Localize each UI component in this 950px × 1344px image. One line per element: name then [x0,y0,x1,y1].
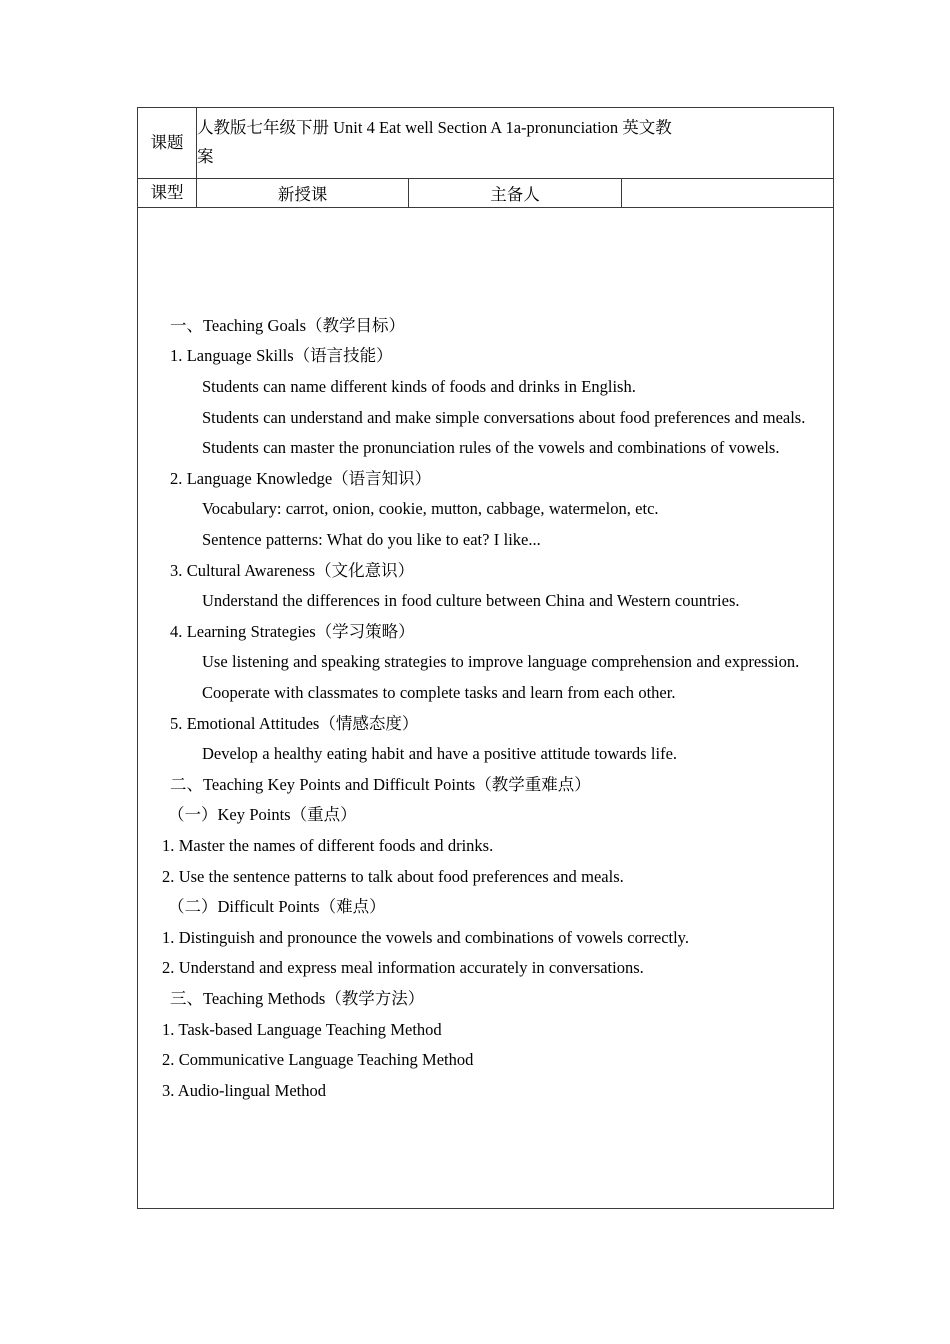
lesson-paragraph: Cooperate with classmates to complete tasks and learn from each other. [202,682,676,702]
lesson-paragraph: Students can name different kinds of foods and drinks in English. [202,376,636,396]
lesson-paragraph: （一）Key Points（重点） [168,805,357,825]
lesson-paragraph: 二、Teaching Key Points and Difficult Points（教学重难点） [170,774,591,794]
lesson-paragraph: Students can master the pronunciation rules of the vowels and combinations of vowels. [202,438,780,458]
lesson-body-cell [138,208,834,1209]
lesson-paragraph: Develop a healthy eating habit and have a positive attitude towards life. [202,744,678,764]
lesson-type-value-cell: 新授课 [197,179,409,208]
lesson-paragraph: 5. Emotional Attitudes（情感态度） [170,713,419,733]
lesson-paragraph: 1. Task-based Language Teaching Method [162,1019,442,1039]
lesson-paragraph: 一、Teaching Goals（教学目标） [170,315,406,335]
lesson-paragraph: Sentence patterns: What do you like to eat? I like... [202,529,541,549]
lesson-paragraph: 1. Master the names of different foods and drinks. [162,836,494,856]
lesson-type-label-cell: 课型 [138,179,197,208]
topic-label-cell: 课题 [138,108,197,179]
lesson-body-content [138,310,833,1106]
lesson-paragraph: 2. Communicative Language Teaching Method [162,1050,474,1070]
lesson-paragraph: 2. Language Knowledge（语言知识） [170,468,432,488]
lesson-paragraph: Students can understand and make simple conversations about food preferences and meals. [202,407,806,427]
lesson-paragraph: 3. Cultural Awareness（文化意识） [170,560,415,580]
table-row-body [138,208,834,1209]
lesson-paragraph: 3. Audio-lingual Method [162,1080,327,1100]
lesson-paragraph: 1. Language Skills（语言技能） [170,346,393,366]
lesson-paragraph: 2. Understand and express meal information accurately in conversations. [162,958,644,978]
lesson-paragraph: 1. Distinguish and pronounce the vowels and combinations of vowels correctly. [162,927,689,947]
lesson-plan-table [137,107,834,1209]
topic-value-line-1: 人教版七年级下册 Unit 4 Eat well Section A 1a-pronunciation 英文教 [197,118,672,138]
lesson-paragraph: Vocabulary: carrot, onion, cookie, mutton, cabbage, watermelon, etc. [202,499,659,519]
lesson-paragraph: 三、Teaching Methods（教学方法） [170,989,425,1009]
lesson-paragraph: （二）Difficult Points（难点） [168,897,386,917]
topic-value-line-2: 案 [197,147,214,166]
lesson-paragraph: 4. Learning Strategies（学习策略） [170,621,415,641]
lesson-paragraph: Use listening and speaking strategies to improve language comprehension and expression. [202,652,800,672]
table-row-topic [138,108,834,179]
lesson-paragraph: Understand the differences in food culture between China and Western countries. [202,591,740,611]
table-row-lesson-type [138,179,834,208]
topic-value-cell [197,108,834,179]
lesson-paragraph: 2. Use the sentence patterns to talk about food preferences and meals. [162,866,624,886]
preparer-value-cell [621,179,833,208]
preparer-label-cell: 主备人 [409,179,621,208]
